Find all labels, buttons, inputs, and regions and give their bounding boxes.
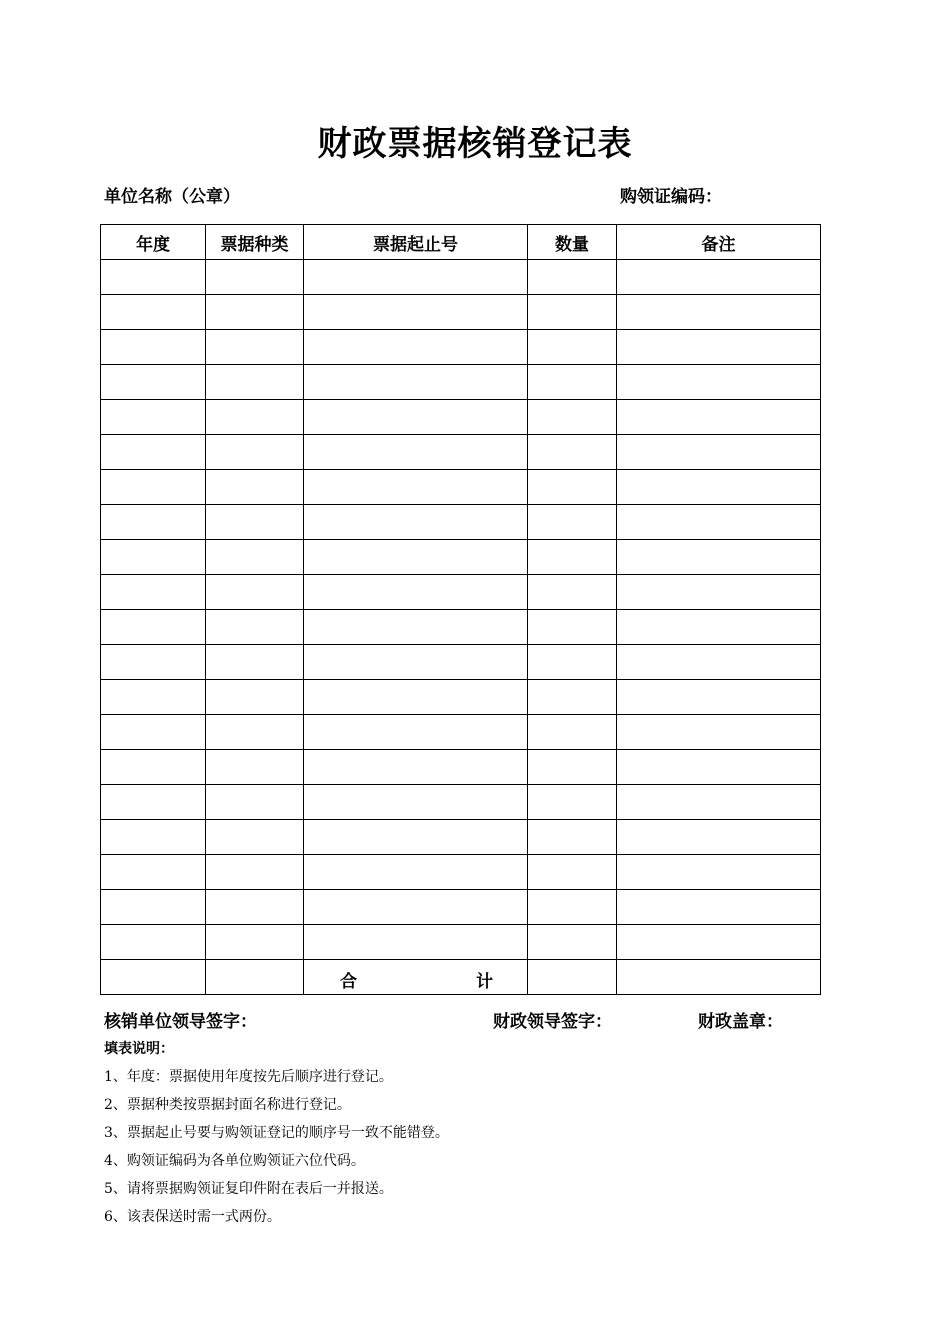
- cell-bill-range[interactable]: [304, 400, 528, 435]
- cell-bill-type[interactable]: [206, 785, 304, 820]
- table-row: [101, 645, 821, 680]
- cell-quantity[interactable]: [528, 540, 617, 575]
- cell-remarks[interactable]: [617, 645, 821, 680]
- cell-bill-range[interactable]: [304, 785, 528, 820]
- total-label-cell: [304, 960, 528, 995]
- cell-year[interactable]: [101, 820, 206, 855]
- cell-year[interactable]: [101, 925, 206, 960]
- cell-remarks[interactable]: [617, 330, 821, 365]
- cell-remarks[interactable]: [617, 715, 821, 750]
- table-row: [101, 925, 821, 960]
- table-row: [101, 820, 821, 855]
- unit-leader-signature-label: 核销单位领导签字：: [104, 1012, 257, 1032]
- cell-bill-type[interactable]: [206, 505, 304, 540]
- cell-year[interactable]: [101, 890, 206, 925]
- total-label-left: 合: [340, 972, 357, 992]
- cell-bill-range[interactable]: [304, 645, 528, 680]
- cell-bill-range[interactable]: [304, 470, 528, 505]
- note-item: 4、购领证编码为各单位购领证六位代码。: [104, 1153, 365, 1169]
- note-item: 5、请将票据购领证复印件附在表后一并报送。: [104, 1181, 393, 1197]
- cell-quantity[interactable]: [528, 505, 617, 540]
- header-bill-range: 票据起止号: [304, 225, 528, 260]
- header-remarks: 备注: [617, 225, 821, 260]
- cell-year[interactable]: [101, 540, 206, 575]
- cell-bill-type[interactable]: [206, 820, 304, 855]
- total-label-right: 计: [476, 972, 493, 992]
- cell-bill-range[interactable]: [304, 435, 528, 470]
- cell-bill-range[interactable]: [304, 260, 528, 295]
- cell-year[interactable]: [101, 400, 206, 435]
- table-row: [101, 575, 821, 610]
- permit-code-label: 购领证编码：: [620, 187, 722, 207]
- finance-leader-signature-label: 财政领导签字：: [493, 1012, 612, 1032]
- table-row: [101, 715, 821, 750]
- total-cell-quantity[interactable]: [528, 960, 617, 995]
- cell-bill-range[interactable]: [304, 505, 528, 540]
- cell-bill-type[interactable]: [206, 470, 304, 505]
- table-row: [101, 365, 821, 400]
- cell-bill-range[interactable]: [304, 715, 528, 750]
- cell-year[interactable]: [101, 330, 206, 365]
- total-row: [101, 960, 821, 995]
- table-row: [101, 750, 821, 785]
- cell-remarks[interactable]: [617, 820, 821, 855]
- cell-quantity[interactable]: [528, 260, 617, 295]
- cell-bill-type[interactable]: [206, 260, 304, 295]
- cell-remarks[interactable]: [617, 785, 821, 820]
- cell-quantity[interactable]: [528, 575, 617, 610]
- cell-remarks[interactable]: [617, 680, 821, 715]
- cell-bill-range[interactable]: [304, 680, 528, 715]
- cell-quantity[interactable]: [528, 820, 617, 855]
- cell-bill-range[interactable]: [304, 855, 528, 890]
- cell-bill-range[interactable]: [304, 575, 528, 610]
- note-item: 2、票据种类按票据封面名称进行登记。: [104, 1097, 351, 1113]
- cell-quantity[interactable]: [528, 470, 617, 505]
- cell-bill-type[interactable]: [206, 890, 304, 925]
- note-item: 3、票据起止号要与购领证登记的顺序号一致不能错登。: [104, 1125, 449, 1141]
- cell-bill-range[interactable]: [304, 330, 528, 365]
- cell-bill-range[interactable]: [304, 540, 528, 575]
- cell-year[interactable]: [101, 435, 206, 470]
- cell-bill-type[interactable]: [206, 435, 304, 470]
- cell-quantity[interactable]: [528, 890, 617, 925]
- cell-remarks[interactable]: [617, 750, 821, 785]
- table-row: [101, 505, 821, 540]
- header-bill-type: 票据种类: [206, 225, 304, 260]
- cell-year[interactable]: [101, 610, 206, 645]
- cell-year[interactable]: [101, 365, 206, 400]
- cell-year[interactable]: [101, 715, 206, 750]
- cell-bill-range[interactable]: [304, 365, 528, 400]
- cell-bill-range[interactable]: [304, 295, 528, 330]
- cell-year[interactable]: [101, 575, 206, 610]
- cell-bill-range[interactable]: [304, 890, 528, 925]
- cell-quantity[interactable]: [528, 330, 617, 365]
- notes-list: [104, 1063, 449, 1231]
- cell-remarks[interactable]: [617, 505, 821, 540]
- cell-quantity[interactable]: [528, 435, 617, 470]
- cell-bill-type[interactable]: [206, 575, 304, 610]
- finance-seal-label: 财政盖章：: [698, 1012, 783, 1032]
- header-year: 年度: [101, 225, 206, 260]
- cell-quantity[interactable]: [528, 295, 617, 330]
- cell-year[interactable]: [101, 645, 206, 680]
- cell-year[interactable]: [101, 785, 206, 820]
- cell-remarks[interactable]: [617, 575, 821, 610]
- table-row: [101, 680, 821, 715]
- cell-year[interactable]: [101, 505, 206, 540]
- cell-remarks[interactable]: [617, 540, 821, 575]
- cell-bill-type[interactable]: [206, 365, 304, 400]
- cell-quantity[interactable]: [528, 855, 617, 890]
- total-cell-type: [206, 960, 304, 995]
- cell-bill-type[interactable]: [206, 295, 304, 330]
- table-row: [101, 855, 821, 890]
- cell-remarks[interactable]: [617, 890, 821, 925]
- ledger-table: [100, 224, 821, 995]
- cell-bill-type[interactable]: [206, 400, 304, 435]
- cell-bill-range[interactable]: [304, 925, 528, 960]
- unit-name-label: 单位名称（公章）: [104, 187, 240, 207]
- page-title: 财政票据核销登记表: [317, 124, 633, 164]
- cell-quantity[interactable]: [528, 400, 617, 435]
- cell-bill-range[interactable]: [304, 820, 528, 855]
- table-row: [101, 260, 821, 295]
- cell-quantity[interactable]: [528, 715, 617, 750]
- notes-heading: 填表说明：: [104, 1041, 174, 1057]
- cell-quantity[interactable]: [528, 925, 617, 960]
- cell-bill-type[interactable]: [206, 330, 304, 365]
- cell-remarks[interactable]: [617, 610, 821, 645]
- cell-bill-range[interactable]: [304, 610, 528, 645]
- table-row: [101, 785, 821, 820]
- cell-remarks[interactable]: [617, 855, 821, 890]
- total-cell-remarks[interactable]: [617, 960, 821, 995]
- table-row: [101, 890, 821, 925]
- table-row: [101, 435, 821, 470]
- cell-quantity[interactable]: [528, 750, 617, 785]
- cell-remarks[interactable]: [617, 400, 821, 435]
- header-quantity: 数量: [528, 225, 617, 260]
- cell-remarks[interactable]: [617, 470, 821, 505]
- cell-year[interactable]: [101, 470, 206, 505]
- ledger-body: [101, 260, 821, 960]
- cell-remarks[interactable]: [617, 295, 821, 330]
- cell-quantity[interactable]: [528, 610, 617, 645]
- cell-year[interactable]: [101, 750, 206, 785]
- cell-quantity[interactable]: [528, 645, 617, 680]
- cell-quantity[interactable]: [528, 365, 617, 400]
- cell-bill-range[interactable]: [304, 750, 528, 785]
- cell-remarks[interactable]: [617, 260, 821, 295]
- cell-year[interactable]: [101, 260, 206, 295]
- cell-year[interactable]: [101, 855, 206, 890]
- cell-quantity[interactable]: [528, 680, 617, 715]
- cell-remarks[interactable]: [617, 435, 821, 470]
- table-row: [101, 540, 821, 575]
- cell-bill-type[interactable]: [206, 925, 304, 960]
- table-row: [101, 470, 821, 505]
- cell-quantity[interactable]: [528, 785, 617, 820]
- note-item: 6、该表保送时需一式两份。: [104, 1209, 281, 1225]
- note-item: 1、年度：票据使用年度按先后顺序进行登记。: [104, 1069, 393, 1085]
- cell-bill-type[interactable]: [206, 645, 304, 680]
- cell-bill-type[interactable]: [206, 855, 304, 890]
- cell-bill-type[interactable]: [206, 540, 304, 575]
- cell-remarks[interactable]: [617, 365, 821, 400]
- table-row: [101, 400, 821, 435]
- cell-bill-type[interactable]: [206, 610, 304, 645]
- table-row: [101, 295, 821, 330]
- total-cell-year: [101, 960, 206, 995]
- table-header-row: [101, 225, 821, 260]
- cell-bill-type[interactable]: [206, 715, 304, 750]
- cell-bill-type[interactable]: [206, 680, 304, 715]
- cell-remarks[interactable]: [617, 925, 821, 960]
- table-row: [101, 330, 821, 365]
- cell-year[interactable]: [101, 680, 206, 715]
- table-row: [101, 610, 821, 645]
- cell-year[interactable]: [101, 295, 206, 330]
- cell-bill-type[interactable]: [206, 750, 304, 785]
